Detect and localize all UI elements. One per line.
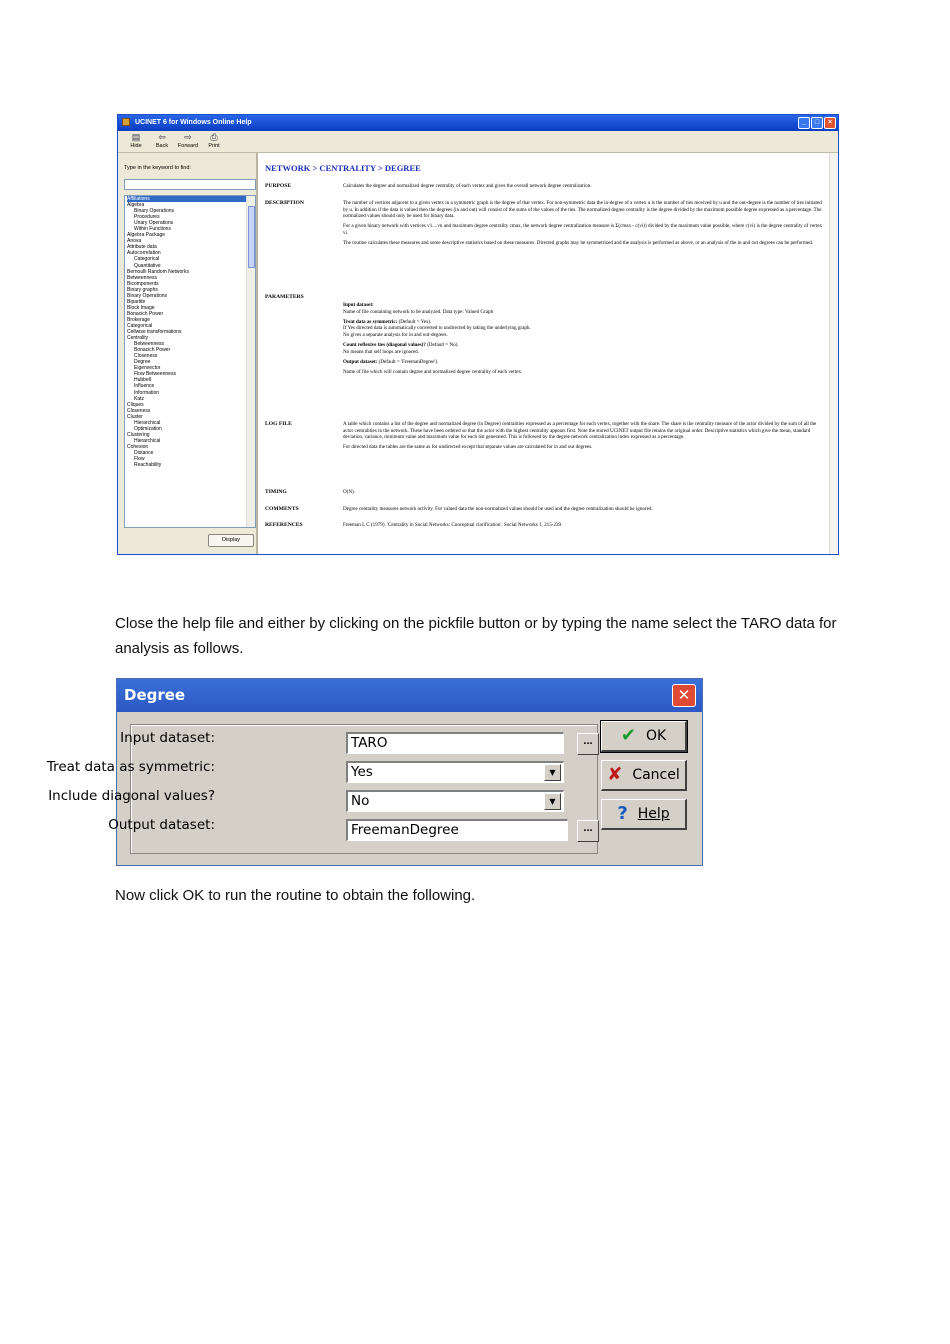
index-list-item[interactable]: Categorical [127, 322, 153, 329]
minimize-icon[interactable]: _ [798, 117, 810, 129]
index-list-item[interactable]: Hierarchical [134, 419, 161, 426]
toolbar-hide-button[interactable]: ▤ Hide [130, 132, 142, 149]
help-toolbar [118, 131, 838, 153]
description-section: DESCRIPTION The number of vertices adjacent to a given vertex in a symmetric graph is the degree of that vertex. For non-symmetric data the in-degree of a vertex u is the number of ties received by u and the out-degree is the number of ties initiated by u. In addition if the data is valued then the degrees (in and out) will consist of the sums of the values of the ties. The normalized degree centrality is the degree divided by the maximum possible degree expressed as a percentage. The normalized values should only be used for binary data. For a given binary network with vertices v1....vn and maximum degree centrality cmax, the network degree centralization measure is Σ(cmax - c(vi)) divided by the maximum value possible, where c(vi) is the degree centrality of vertex vi. The routine calculates these measures and some descriptive statistics based on these measures. Directed graphs may be symmetrized and the analysis is performed as above, or an analysis of the in and out degrees can be performed. [265, 200, 823, 247]
chevron-down-icon[interactable]: ▼ [544, 793, 561, 810]
index-scrollbar[interactable] [246, 196, 255, 527]
index-list-item[interactable]: Binary graphs [127, 286, 158, 293]
index-list-item[interactable]: Distance [134, 449, 154, 456]
toolbar-back-button[interactable]: ⇦ Back [155, 132, 169, 149]
degree-dialog [46, 678, 703, 866]
help-index-list[interactable] [124, 195, 256, 528]
index-list-item[interactable]: Binary Operations [134, 208, 175, 215]
index-list-item[interactable]: Brokerage [127, 316, 151, 323]
keyword-input[interactable] [124, 179, 256, 190]
index-list-item[interactable]: Betweenness [127, 274, 158, 281]
output-dataset-label: Output dataset: [108, 817, 215, 833]
maximize-icon[interactable]: □ [811, 117, 823, 129]
diagonal-label: Include diagonal values? [48, 788, 215, 804]
index-list-item[interactable]: Reachability [134, 462, 162, 469]
index-list-item[interactable]: Attribute data [127, 244, 157, 251]
index-list-item[interactable]: Block Image [127, 304, 155, 311]
diagonal-select[interactable]: No ▼ [346, 790, 564, 812]
find-label: Type in the keyword to find: [124, 165, 191, 171]
index-list-item[interactable]: Centrality [127, 335, 149, 342]
input-pickfile-button[interactable]: ... [577, 733, 599, 755]
index-list-item[interactable]: Flow [134, 456, 145, 463]
index-list-item[interactable]: Autocorrelation [127, 250, 161, 257]
index-list-item[interactable]: Unary Operations [134, 220, 174, 227]
index-list-item[interactable]: Degree [134, 359, 151, 366]
timing-section: TIMING O(N). [265, 489, 356, 495]
index-list-item[interactable]: Betweenness [134, 341, 165, 348]
index-list-item[interactable]: Hubbell [134, 377, 151, 384]
close-icon[interactable]: × [824, 117, 836, 129]
toolbar-forward-button[interactable]: ⇨ Forward [177, 132, 199, 149]
references-section: REFERENCES Freeman L C (1979). 'Centrality in Social Networks: Conceptual clarification'. Social Networks 1, 215-239. [265, 522, 563, 528]
forward-arrow-icon: ⇨ [184, 132, 192, 142]
index-list-item[interactable]: Closeness [127, 407, 151, 414]
index-list-item[interactable]: Affiliations [127, 196, 255, 202]
topic-scrollbar[interactable] [829, 153, 838, 554]
back-arrow-icon: ⇦ [158, 132, 166, 142]
index-list-item[interactable]: Algebra [127, 202, 145, 209]
index-list-item[interactable]: Bernoulli Random Networks [127, 268, 189, 275]
output-pickfile-button[interactable]: ... [577, 820, 599, 842]
run-paragraph: Now click OK to run the routine to obtain the following. [115, 887, 476, 904]
symmetric-label: Treat data as symmetric: [46, 759, 215, 775]
index-list-item[interactable]: Within Functions [134, 226, 171, 233]
close-icon[interactable]: ✕ [672, 684, 696, 707]
app-icon [122, 118, 130, 126]
index-list-item[interactable]: Cohesion [127, 443, 149, 450]
index-list-item[interactable]: Procedures [134, 214, 160, 221]
index-list-item[interactable]: Cliques [127, 401, 144, 408]
index-list-item[interactable]: Binary Operations [127, 292, 168, 299]
index-list-item[interactable]: Influence [134, 383, 155, 390]
index-list-item[interactable]: Bipartite [127, 298, 146, 305]
input-dataset-label: Input dataset: [120, 730, 215, 746]
instruction-paragraph: Close the help file and either by clicking on the pickfile button or by typing the name select the TARO data for analysis as follows. [115, 615, 837, 657]
index-list-item[interactable]: Anova [127, 238, 142, 245]
index-list-item[interactable]: Bonacich Power [127, 310, 164, 317]
help-window [117, 114, 839, 555]
index-list-item[interactable]: Bicomponents [127, 280, 159, 287]
dialog-title: Degree [124, 686, 186, 704]
parameters-section: PARAMETERS Input dataset: Name of file containing network to be analyzed. Data type: Valued Graph Treat data as symmetric: (Default = Yes). If Yes directed data is automatically converted to undirected by taking the underlying graph. No gives a separate analysis for in and out-degrees. Count reflexive ties (diagonal values)? (Default = No). No means that self loops are ignored. Output dataset: (Default = 'FreemanDegree'). Name of file which will contain degree and normalized degree centrality of each vertex. [265, 294, 531, 376]
index-list-item[interactable]: Algebra Package [127, 232, 166, 239]
dialog-titlebar [117, 679, 702, 712]
output-dataset-field[interactable]: FreemanDegree [346, 819, 568, 841]
help-topic-pane [258, 153, 838, 554]
ok-button[interactable]: ✔ OK [601, 721, 687, 752]
index-list-item[interactable]: Optimization [134, 425, 162, 432]
checkmark-icon: ✔ [620, 725, 636, 746]
display-button[interactable]: Display [208, 534, 254, 547]
help-button[interactable]: ? Help [601, 799, 687, 830]
x-icon: ✘ [607, 764, 623, 785]
index-list-item[interactable]: Flow Betweenness [134, 371, 176, 378]
index-list-item[interactable]: Bonacich Power [134, 347, 171, 354]
index-list-item[interactable]: Cellwise transformations [127, 329, 182, 336]
index-list-item[interactable]: Katz [134, 395, 145, 402]
index-list-item[interactable]: Quantitative [134, 262, 161, 269]
help-window-title: UCINET 6 for Windows Online Help [134, 119, 252, 126]
index-list-item[interactable]: Clustering [127, 431, 150, 438]
parameters-group [46, 724, 598, 854]
index-list-item[interactable]: Categorical [134, 256, 160, 263]
input-dataset-field[interactable]: TARO [346, 732, 564, 754]
toolbar-print-button[interactable]: ⎙ Print [208, 132, 220, 149]
symmetric-select[interactable]: Yes ▼ [346, 761, 564, 783]
index-list-item[interactable]: Cluster [127, 413, 143, 420]
index-list-item[interactable]: Eigenvector [134, 365, 161, 372]
index-list-item[interactable]: Closeness [134, 353, 158, 360]
printer-icon: ⎙ [210, 132, 218, 142]
help-window-titlebar [118, 115, 838, 131]
purpose-section: PURPOSE Calculates the degree and normalized degree centrality of each vertex and gives the overall network degree centralization. [265, 183, 592, 189]
index-list-item[interactable]: Hierarchical [134, 437, 161, 444]
hide-icon: ▤ [131, 132, 141, 142]
cancel-button[interactable]: ✘ Cancel [601, 760, 687, 791]
chevron-down-icon[interactable]: ▼ [544, 764, 561, 781]
question-mark-icon: ? [617, 803, 628, 824]
index-list-item[interactable]: Information [134, 389, 160, 396]
breadcrumb[interactable]: NETWORK > CENTRALITY > DEGREE [265, 163, 421, 173]
log-file-section: LOG FILE A table which contains a list of the degree and normalized degree (in Degree) centralities expressed as a percentage for each vertex, together with the share. The share is the centrality measure of the actor divided by the sum of all the actor centralities in the network. These have been ordered so that the actor with the highest centrality appears first. Note the stored UCINET output file retains the original order. Descriptive statistics which give the mean, standard deviation, variance, minimum value and maximum value for each list generated. This is followed by the degree network centralization index expressed as a percentage. For directed data the tables are the same as for undirected except that separate values are calculated for in and out degrees. [265, 421, 817, 451]
comments-section: COMMENTS Degree centrality measures network activity. For valued data the non-normalized values should be used and the degree centralization should be ignored. [265, 506, 653, 512]
help-nav-pane [118, 153, 258, 554]
